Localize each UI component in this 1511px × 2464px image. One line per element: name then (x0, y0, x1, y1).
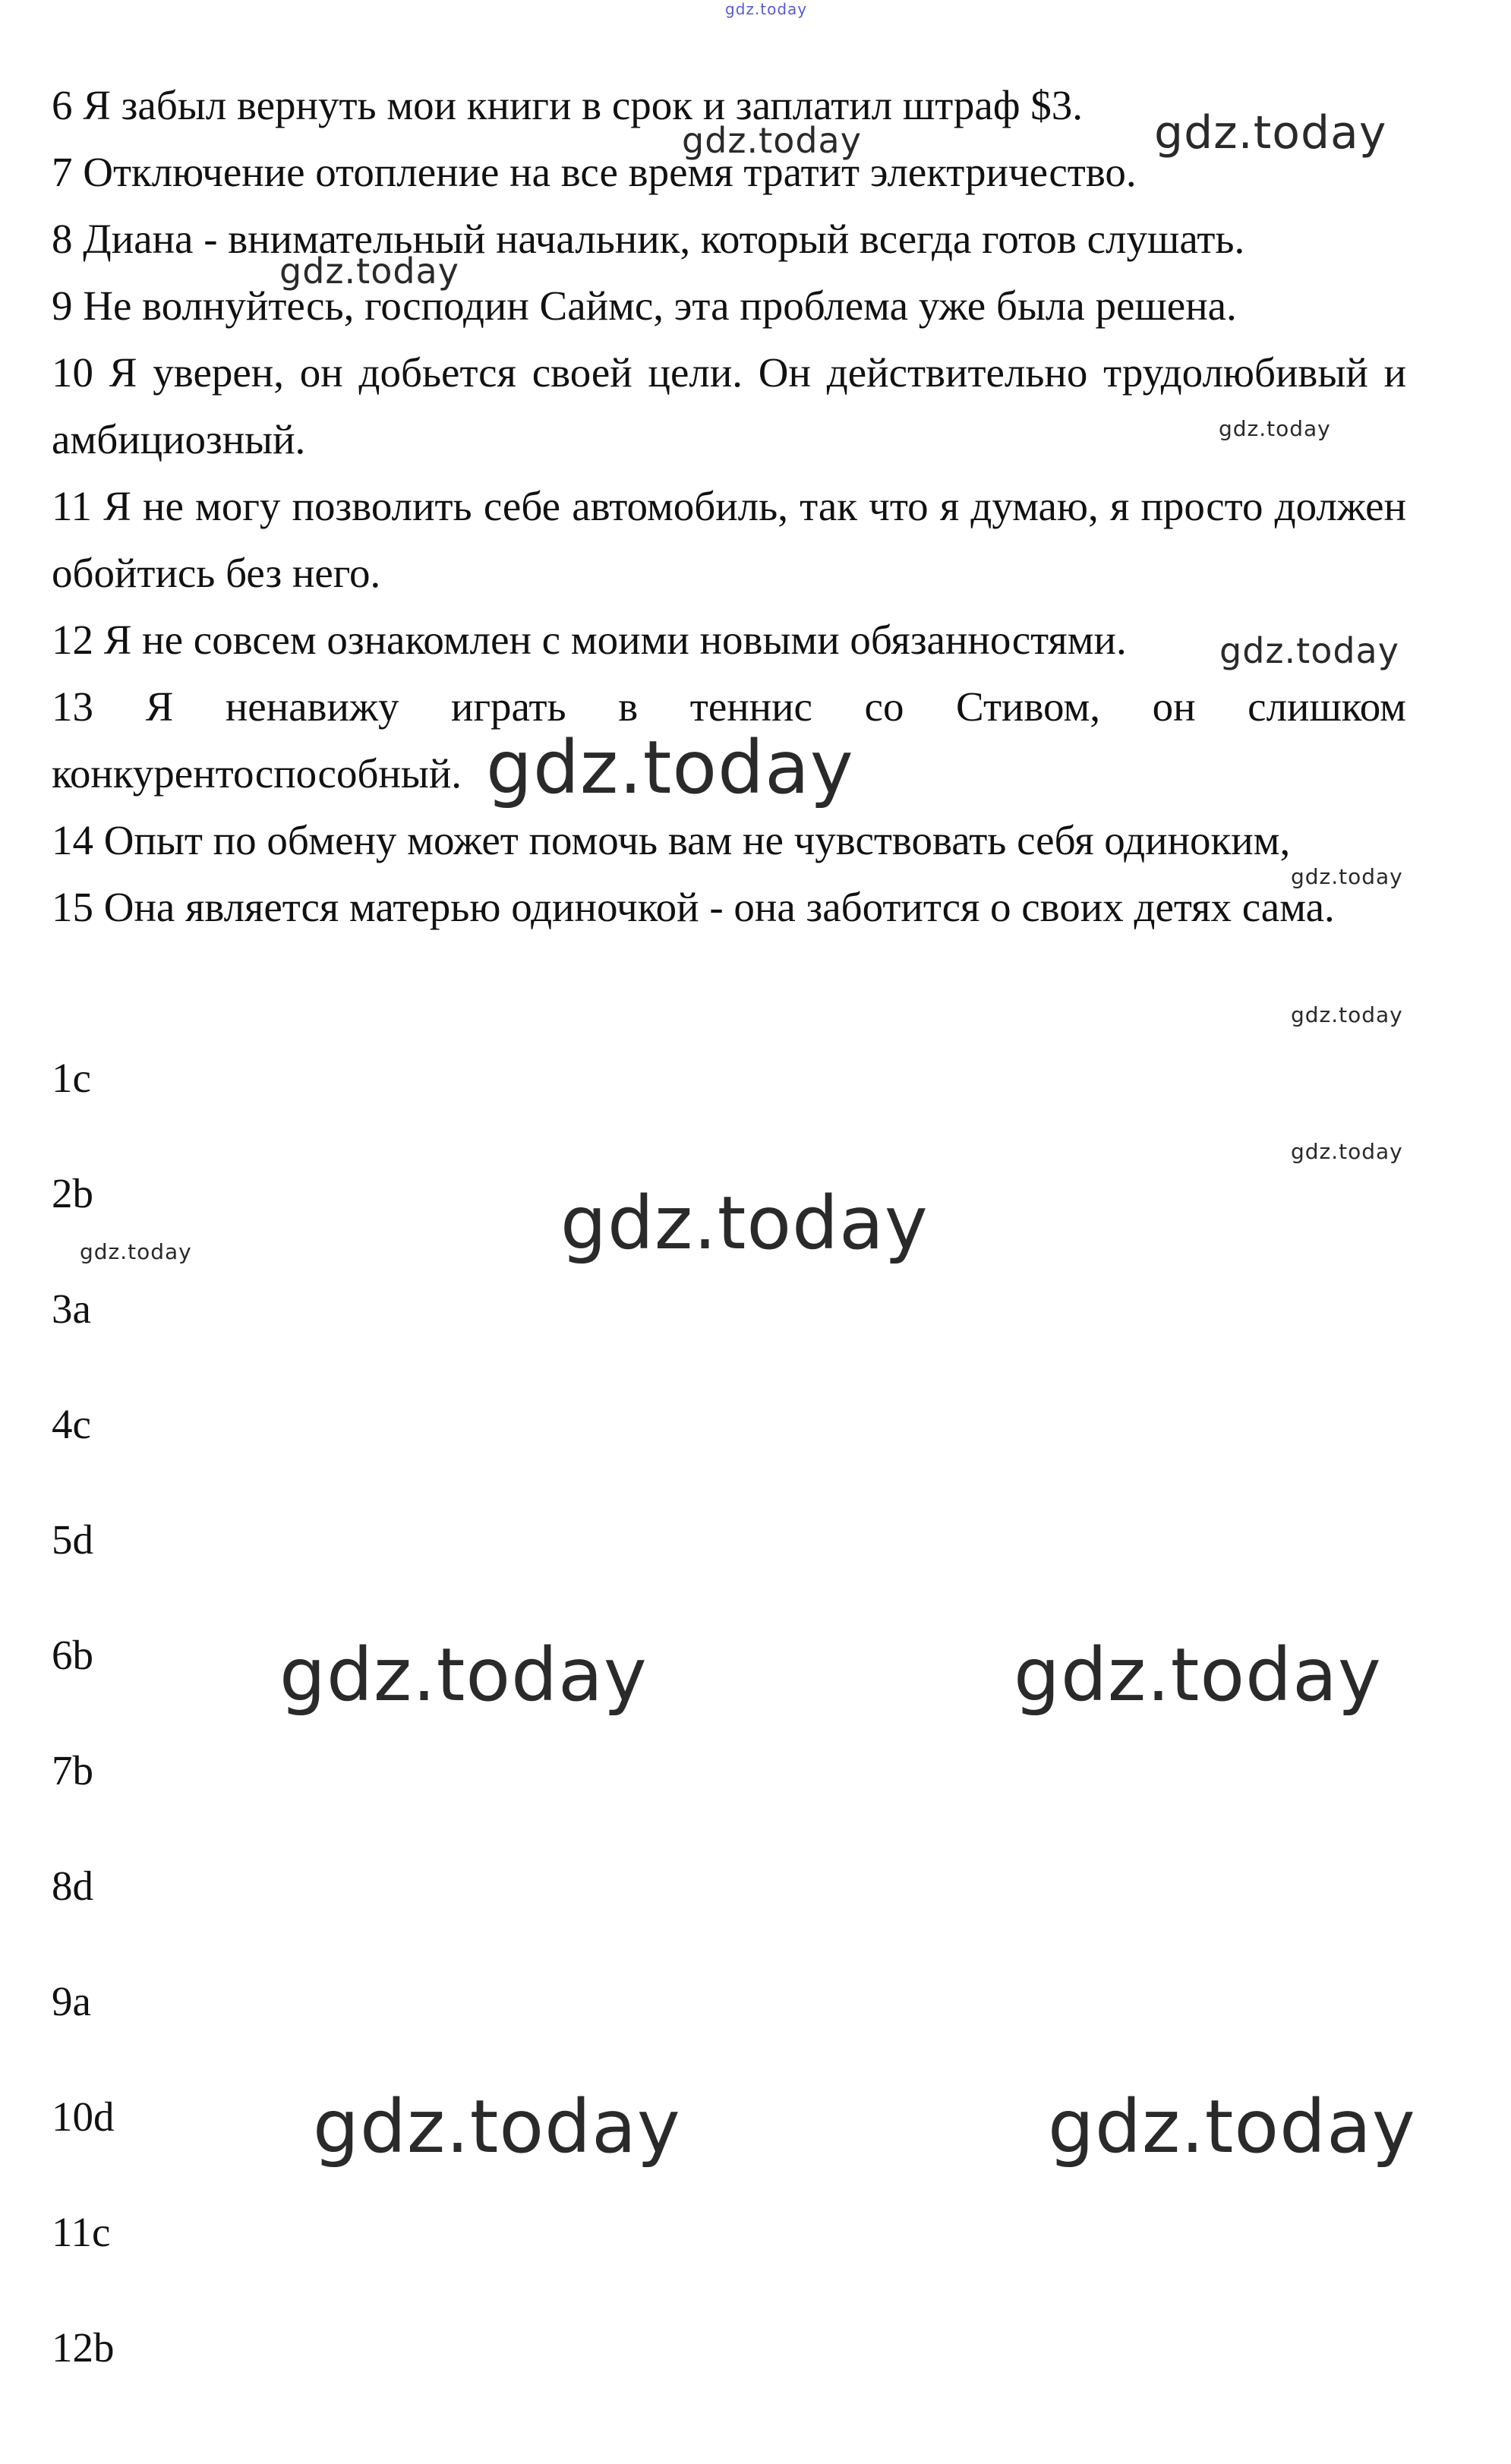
watermark: gdz.today (1154, 106, 1387, 159)
watermark: gdz.today (279, 251, 459, 292)
watermark: gdz.today (560, 1181, 929, 1266)
answer-1: 1c (52, 1055, 91, 1101)
answer-12: 12b (52, 2324, 115, 2371)
sentence-15: 15 Она является матерью одиночкой - она заботится о своих детях сама. (52, 884, 1335, 930)
sentence-6: 6 Я забыл вернуть мои книги в срок и заплатил штраф $3. (52, 82, 1083, 128)
watermark: gdz.today (1219, 630, 1399, 671)
watermark: gdz.today (682, 120, 862, 161)
watermark: gdz.today (313, 2084, 681, 2169)
sentence-10: 10 Я уверен, он добьется своей цели. Он действительно трудолюбивый и амбициозный. (52, 349, 1406, 462)
sentence-12: 12 Я не совсем ознакомлен с моими новыми обязанностями. (52, 617, 1127, 663)
answer-11: 11c (52, 2209, 111, 2255)
answer-4: 4c (52, 1401, 91, 1447)
watermark: gdz.today (1014, 1633, 1382, 1718)
watermark: gdz.today (1291, 864, 1403, 889)
answer-3: 3a (52, 1286, 91, 1332)
watermark: gdz.today (279, 1633, 648, 1718)
answer-5: 5d (52, 1516, 93, 1563)
translated-sentences (52, 72, 1406, 941)
sentence-7: 7 Отключение отопление на все время тратит электричество. (52, 149, 1137, 195)
watermark: gdz.today (80, 1239, 192, 1264)
sentence-13: 13 Я ненавижу играть в теннис со Стивом, он слишком конкурентоспособный. (52, 683, 1406, 797)
watermark: gdz.today (1048, 2084, 1416, 2169)
answer-9: 9a (52, 1978, 91, 2024)
sentence-9: 9 Не волнуйтесь, господин Саймс, эта проблема уже была решена. (52, 282, 1237, 329)
answer-2: 2b (52, 1170, 93, 1216)
answer-7: 7b (52, 1747, 93, 1794)
sentence-11: 11 Я не могу позволить себе автомобиль, так что я думаю, я просто должен обойтись без него. (52, 483, 1406, 596)
watermark: gdz.today (486, 725, 854, 810)
watermark: gdz.today (1291, 1002, 1403, 1027)
watermark-top: gdz.today (725, 0, 808, 18)
sentence-8: 8 Диана - внимательный начальник, который всегда готов слушать. (52, 216, 1245, 262)
answer-8: 8d (52, 1863, 93, 1909)
watermark: gdz.today (1219, 416, 1331, 441)
answer-6: 6b (52, 1632, 93, 1678)
watermark: gdz.today (1291, 1139, 1403, 1164)
sentence-14: 14 Опыт по обмену может помочь вам не чувствовать себя одиноким, (52, 817, 1291, 863)
answer-10: 10d (52, 2093, 115, 2140)
